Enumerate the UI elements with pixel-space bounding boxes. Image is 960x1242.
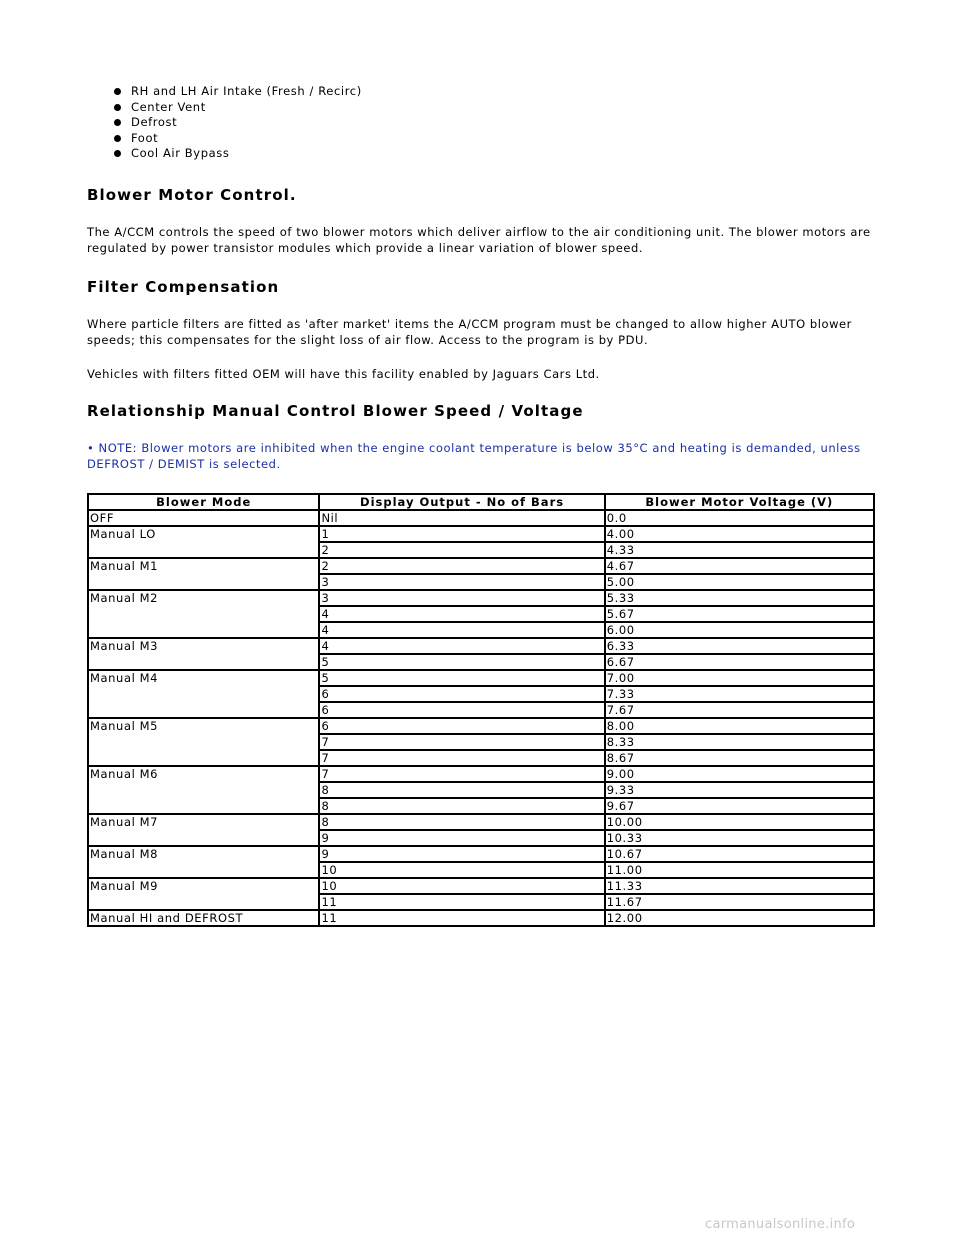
cell-voltage: 7.33 [605,686,874,702]
cell-display-bars: 8 [319,782,604,798]
cell-blower-mode [88,750,319,766]
cell-voltage: 10.33 [605,830,874,846]
cell-display-bars: 4 [319,606,604,622]
table-row [88,510,874,526]
bullet-dot-icon [114,88,121,95]
table-row [88,686,874,702]
cell-display-bars: 7 [319,766,604,782]
cell-blower-mode [88,734,319,750]
cell-blower-mode [88,654,319,670]
cell-blower-mode: Manual M5 [88,718,319,734]
filter-compensation-heading: Filter Compensation [87,277,280,296]
cell-display-bars: 4 [319,638,604,654]
blower-motor-heading: Blower Motor Control. [87,185,297,204]
bullet-item [87,84,875,100]
bullet-item [87,115,875,131]
cell-voltage: 0.0 [605,510,874,526]
cell-blower-mode: Manual M6 [88,766,319,782]
bullet-item [87,146,875,162]
table-row [88,798,874,814]
cell-blower-mode [88,862,319,878]
cell-voltage: 5.00 [605,574,874,590]
header-motor-voltage: Blower Motor Voltage (V) [605,494,874,510]
table-row [88,558,874,574]
component-bullet-list [87,84,875,162]
table-row [88,862,874,878]
bullet-dot-icon [114,119,121,126]
cell-blower-mode: Manual M4 [88,670,319,686]
table-row [88,654,874,670]
bullet-dot-icon [114,150,121,157]
cell-blower-mode: Manual M2 [88,590,319,606]
cell-blower-mode: Manual M3 [88,638,319,654]
bullet-text: Cool Air Bypass [131,146,230,160]
cell-voltage: 11.67 [605,894,874,910]
table-row [88,606,874,622]
cell-blower-mode [88,782,319,798]
cell-display-bars: 2 [319,542,604,558]
cell-voltage: 8.33 [605,734,874,750]
table-row [88,878,874,894]
cell-blower-mode: OFF [88,510,319,526]
cell-display-bars: 10 [319,878,604,894]
cell-blower-mode: Manual M9 [88,878,319,894]
table-body [88,510,874,926]
cell-display-bars: 3 [319,590,604,606]
cell-blower-mode [88,830,319,846]
cell-display-bars: 9 [319,846,604,862]
cell-voltage: 9.33 [605,782,874,798]
table-row [88,782,874,798]
note-text: • NOTE: Blower motors are inhibited when the engine coolant temperature is below 35°C and heating is demanded, unless DEFROST / DEMIST is selected. [87,440,861,471]
cell-blower-mode: Manual M1 [88,558,319,574]
cell-display-bars: 7 [319,734,604,750]
cell-display-bars: Nil [319,510,604,526]
cell-display-bars: 9 [319,830,604,846]
cell-voltage: 7.00 [605,670,874,686]
cell-voltage: 6.67 [605,654,874,670]
cell-blower-mode [88,702,319,718]
cell-blower-mode [88,686,319,702]
filter-paragraph-1: Where particle filters are fitted as 'after market' items the A/CCM program must be changed to allow higher AUTO blower speeds; this compensates for the slight loss of air flow. Access to the program is by PDU. [87,316,852,347]
cell-voltage: 4.00 [605,526,874,542]
table-row [88,670,874,686]
cell-voltage: 8.00 [605,718,874,734]
table-row [88,910,874,926]
table-row [88,526,874,542]
header-display-output: Display Output - No of Bars [319,494,604,510]
cell-voltage: 5.67 [605,606,874,622]
cell-display-bars: 8 [319,798,604,814]
table-row [88,814,874,830]
cell-display-bars: 1 [319,526,604,542]
table-row [88,718,874,734]
cell-blower-mode: Manual M7 [88,814,319,830]
bullet-text: RH and LH Air Intake (Fresh / Recirc) [131,84,362,98]
table-row [88,574,874,590]
cell-blower-mode [88,574,319,590]
blower-motor-paragraph: The A/CCM controls the speed of two blower motors which deliver airflow to the air conditioning unit. The blower motors are regulated by power transistor modules which provide a linear variation of blower speed. [87,224,871,255]
cell-display-bars: 11 [319,910,604,926]
cell-voltage: 7.67 [605,702,874,718]
cell-blower-mode: Manual M8 [88,846,319,862]
cell-display-bars: 5 [319,654,604,670]
table-row [88,750,874,766]
cell-display-bars: 3 [319,574,604,590]
bullet-dot-icon [114,104,121,111]
table-header-row [88,494,874,510]
table-row [88,766,874,782]
table-row [88,894,874,910]
relationship-heading: Relationship Manual Control Blower Speed / Voltage [87,401,584,420]
cell-display-bars: 4 [319,622,604,638]
header-blower-mode: Blower Mode [88,494,319,510]
bullet-text: Defrost [131,115,178,129]
bullet-item [87,131,875,147]
table-row [88,830,874,846]
cell-display-bars: 6 [319,718,604,734]
filter-paragraph-2: Vehicles with filters fitted OEM will have this facility enabled by Jaguars Cars Ltd. [87,366,600,381]
bullet-text: Center Vent [131,99,206,114]
blower-voltage-table [87,493,875,927]
cell-voltage: 6.33 [605,638,874,654]
bullet-text: Foot [131,130,159,145]
cell-blower-mode [88,798,319,814]
cell-display-bars: 8 [319,814,604,830]
cell-blower-mode [88,606,319,622]
cell-voltage: 10.67 [605,846,874,862]
watermark-footer: carmanualsonline.info [705,1217,856,1232]
cell-voltage: 6.00 [605,622,874,638]
cell-blower-mode: Manual HI and DEFROST [88,910,319,926]
table-row [88,590,874,606]
cell-voltage: 8.67 [605,750,874,766]
bullet-item [87,100,875,116]
cell-voltage: 11.33 [605,878,874,894]
cell-display-bars: 6 [319,702,604,718]
cell-blower-mode [88,894,319,910]
cell-voltage: 5.33 [605,590,874,606]
cell-voltage: 4.67 [605,558,874,574]
document-page [87,84,875,927]
cell-display-bars: 10 [319,862,604,878]
cell-voltage: 9.67 [605,798,874,814]
table-row [88,846,874,862]
table-row [88,542,874,558]
cell-display-bars: 6 [319,686,604,702]
cell-display-bars: 2 [319,558,604,574]
cell-display-bars: 5 [319,670,604,686]
bullet-dot-icon [114,135,121,142]
cell-voltage: 9.00 [605,766,874,782]
table-row [88,622,874,638]
cell-voltage: 4.33 [605,542,874,558]
cell-voltage: 12.00 [605,910,874,926]
cell-voltage: 11.00 [605,862,874,878]
cell-blower-mode [88,622,319,638]
cell-display-bars: 11 [319,894,604,910]
cell-blower-mode [88,542,319,558]
table-row [88,734,874,750]
cell-display-bars: 7 [319,750,604,766]
cell-voltage: 10.00 [605,814,874,830]
cell-blower-mode: Manual LO [88,526,319,542]
table-row [88,638,874,654]
table-row [88,702,874,718]
